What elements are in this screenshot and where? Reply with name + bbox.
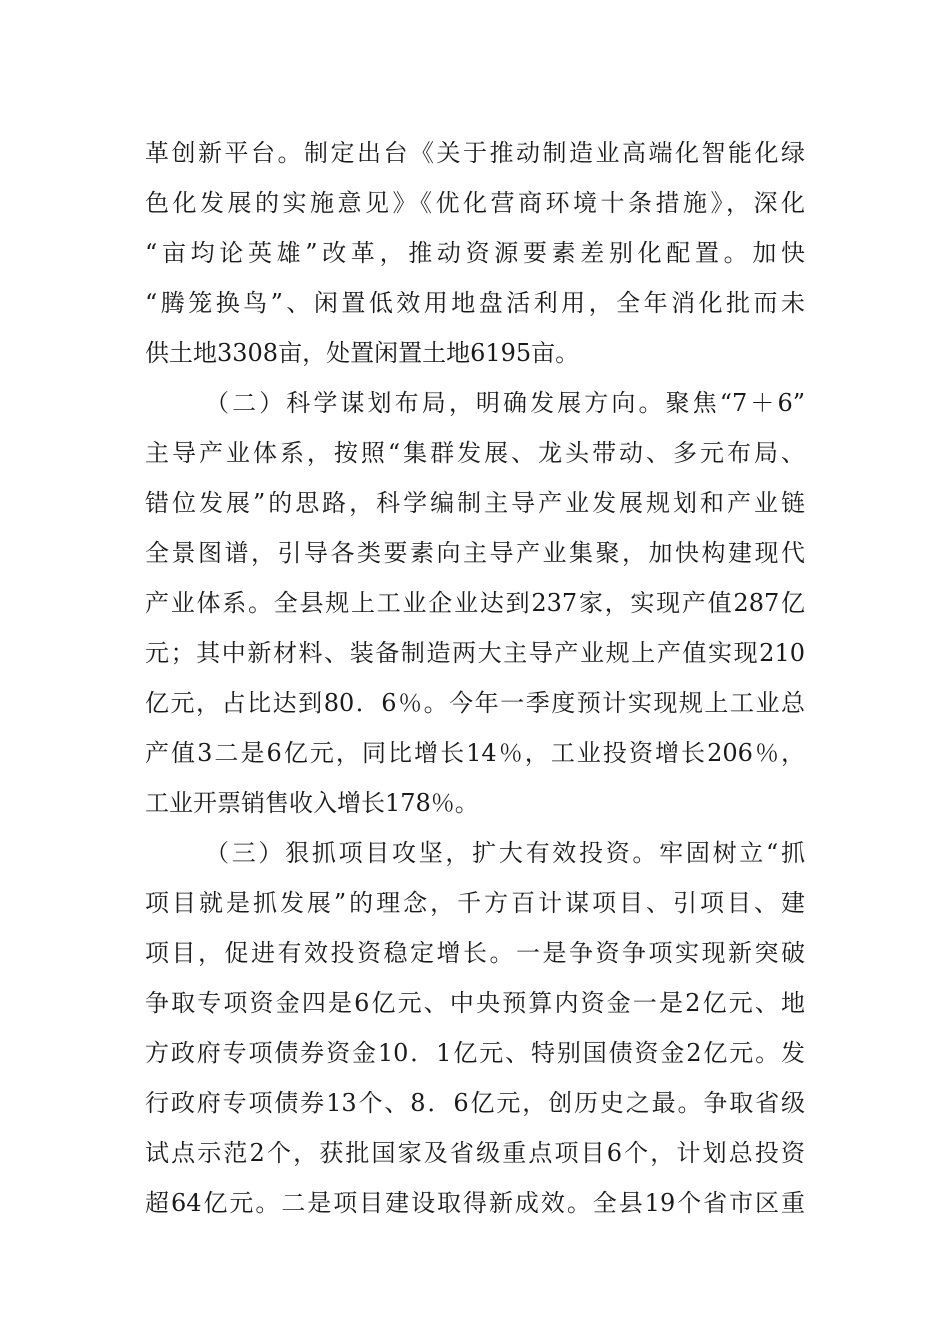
paragraph-line: 元；其中新材料、装备制造两大主导产业规上产值实现210 <box>145 639 805 667</box>
paragraph-line: 色化发展的实施意见》《优化营商环境十条措施》，深化 <box>145 189 805 217</box>
paragraph-line: “亩均论英雄”改革，推动资源要素差别化配置。加快 <box>145 239 805 267</box>
paragraph-line: 项目就是抓发展”的理念，千方百计谋项目、引项目、建 <box>145 889 805 917</box>
paragraph-line: 项目，促进有效投资稳定增长。一是争资争项实现新突破 <box>145 939 805 967</box>
paragraph-line: “腾笼换鸟”、闲置低效用地盘活利用，全年消化批而未 <box>145 289 805 317</box>
paragraph-line: 错位发展”的思路，科学编制主导产业发展规划和产业链 <box>145 489 805 517</box>
paragraph-line: 亿元，占比达到80．6％。今年一季度预计实现规上工业总 <box>145 689 805 717</box>
paragraph-line: 试点示范2个，获批国家及省级重点项目6个，计划总投资 <box>145 1139 805 1167</box>
paragraph-line: （三）狠抓项目攻坚，扩大有效投资。牢固树立“抓 <box>205 839 805 867</box>
paragraph-line: 工业开票销售收入增长178％。 <box>145 789 479 817</box>
paragraph-line: 超64亿元。二是项目建设取得新成效。全县19个省市区重 <box>145 1189 805 1217</box>
paragraph-line: 产业体系。全县规上工业企业达到237家，实现产值287亿 <box>145 589 805 617</box>
paragraph-line: 供土地3308亩，处置闲置土地6195亩。 <box>145 339 580 367</box>
paragraph-line: 争取专项资金四是6亿元、中央预算内资金一是2亿元、地 <box>145 989 805 1017</box>
paragraph-line: 主导产业体系，按照“集群发展、龙头带动、多元布局、 <box>145 439 805 467</box>
paragraph-line: 行政府专项债券13个、8．6亿元，创历史之最。争取省级 <box>145 1089 805 1117</box>
paragraph-line: 产值3二是6亿元，同比增长14％，工业投资增长206％， <box>145 739 805 767</box>
paragraph-line: 革创新平台。制定出台《关于推动制造业高端化智能化绿 <box>145 139 805 167</box>
paragraph-line: 全景图谱，引导各类要素向主导产业集聚，加快构建现代 <box>145 539 805 567</box>
paragraph-line: 方政府专项债券资金10．1亿元、特别国债资金2亿元。发 <box>145 1039 805 1067</box>
paragraph-line: （二）科学谋划布局，明确发展方向。聚焦“7＋6” <box>205 389 805 417</box>
